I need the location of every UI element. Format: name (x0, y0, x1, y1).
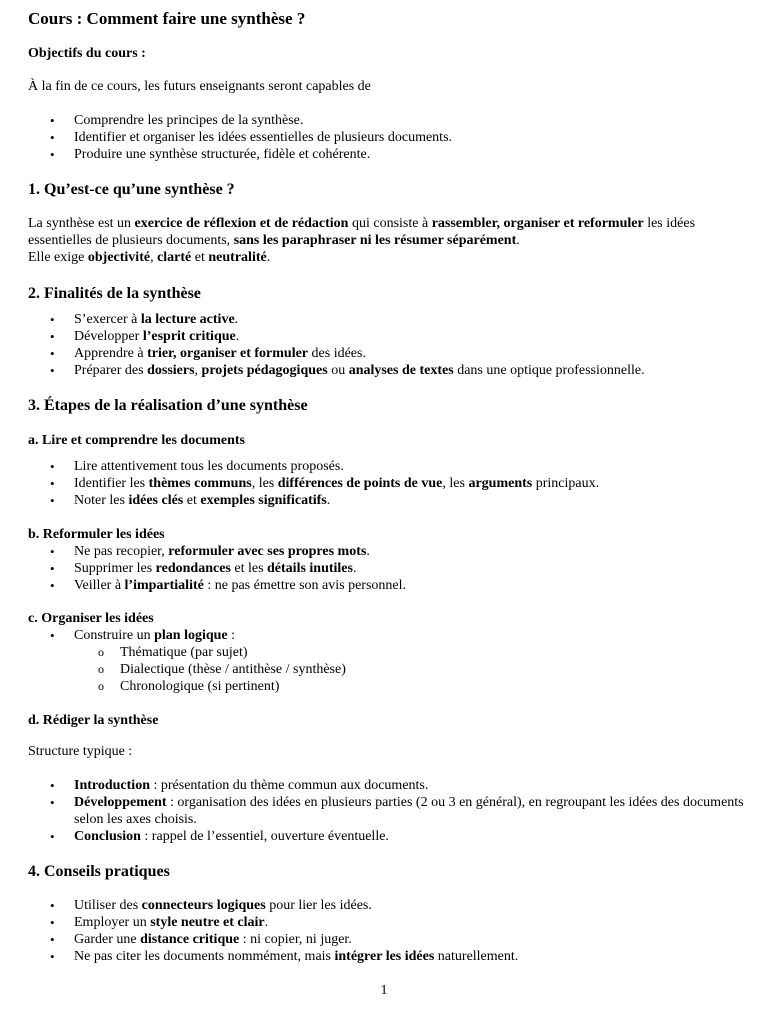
section-1-heading: 1. Qu’est-ce qu’une synthèse ? (28, 181, 235, 198)
sublist-item: o Thématique (par sujet) (28, 644, 746, 661)
bold-term: connecteurs logiques (141, 898, 266, 913)
subsection-d-list-wrap (28, 777, 746, 845)
list-item: • Garder une distance critique : ni copier, ni juger. (28, 931, 746, 948)
section-1 (28, 180, 746, 199)
bold-term: thèmes communs (148, 476, 252, 491)
objectives-intro: À la fin de ce cours, les futurs enseignants seront capables de (28, 79, 371, 94)
sublist-item: o Dialectique (thèse / antithèse / synthèse) (28, 661, 746, 678)
bold-term: plan logique (154, 628, 228, 643)
subsection-b (28, 526, 746, 594)
list-item: • Identifier les thèmes communs, les différences de points de vue, les arguments principaux. (28, 475, 746, 492)
bold-term: arguments (468, 476, 533, 491)
list-item: • Veiller à l’impartialité : ne pas émettre son avis personnel. (28, 577, 746, 594)
list-item: • Identifier et organiser les idées essentielles de plusieurs documents. (28, 129, 746, 146)
bold-term: redondances (155, 561, 231, 576)
list-item: • Apprendre à trier, organiser et formuler des idées. (28, 345, 746, 362)
list-item: • Employer un style neutre et clair. (28, 914, 746, 931)
subsection-a-list (28, 458, 746, 509)
subsection-b-list (28, 543, 746, 594)
bold-term: différences de points de vue (277, 476, 443, 491)
list-item: • S’exercer à la lecture active. (28, 311, 746, 328)
bold-term: Développement (74, 795, 167, 810)
subsection-c-heading: c. Organiser les idées (28, 611, 154, 626)
bold-term: neutralité (208, 250, 267, 265)
bold-term: détails inutiles (267, 561, 353, 576)
bold-term: Conclusion (74, 829, 141, 844)
bold-term: clarté (157, 250, 192, 265)
list-item: • Noter les idées clés et exemples significatifs. (28, 492, 746, 509)
subsection-c (28, 610, 746, 695)
list-item: • Ne pas citer les documents nommément, mais intégrer les idées naturellement. (28, 948, 746, 965)
bold-term: projets pédagogiques (201, 363, 328, 378)
list-item: • Développement : organisation des idées en plusieurs parties (2 ou 3 en général), en regroupant les idées des documents selon les axes choisis. (28, 794, 746, 828)
section-2-list-wrap (28, 311, 746, 379)
section-2 (28, 284, 746, 303)
subsection-d-list (28, 777, 746, 845)
subsection-d (28, 712, 746, 729)
bold-term: exercice de réflexion et de rédaction (134, 216, 349, 231)
subsection-a-list-wrap (28, 458, 746, 509)
bold-term: rassembler, organiser et reformuler (431, 216, 644, 231)
objectives-heading: Objectifs du cours : (28, 46, 146, 61)
list-item: • Ne pas recopier, reformuler avec ses propres mots. (28, 543, 746, 560)
objectives-intro-wrap (28, 78, 746, 95)
plan-sublist (74, 644, 746, 695)
bold-term: dossiers (147, 363, 195, 378)
page-number: 1 (380, 983, 388, 998)
section-4-list-wrap (28, 897, 746, 965)
bold-term: sans les paraphraser ni les résumer séparément (233, 233, 517, 248)
section-4-list (28, 897, 746, 965)
objectives-section (28, 45, 746, 62)
bold-term: la lecture active (140, 312, 235, 327)
bold-term: l’esprit critique (142, 329, 236, 344)
bold-term: trier, organiser et formuler (147, 346, 309, 361)
section-4-heading: 4. Conseils pratiques (28, 863, 170, 880)
bold-term: objectivité (87, 250, 151, 265)
subsection-d-heading: d. Rédiger la synthèse (28, 713, 159, 728)
section-4 (28, 862, 746, 881)
sublist-item: o Chronologique (si pertinent) (28, 678, 746, 695)
bold-term: l’impartialité (124, 578, 204, 593)
section-3 (28, 396, 746, 415)
subsection-a-heading: a. Lire et comprendre les documents (28, 433, 245, 448)
bold-term: analyses de textes (348, 363, 454, 378)
list-item: • Introduction : présentation du thème commun aux documents. (28, 777, 746, 794)
section-2-heading: 2. Finalités de la synthèse (28, 285, 201, 302)
page-title: Cours : Comment faire une synthèse ? (28, 9, 306, 28)
list-item: • Comprendre les principes de la synthèse. (28, 112, 746, 129)
objectives-list-wrap (28, 112, 746, 163)
list-item: • Utiliser des connecteurs logiques pour lier les idées. (28, 897, 746, 914)
list-item: • Développer l’esprit critique. (28, 328, 746, 345)
subsection-b-heading: b. Reformuler les idées (28, 527, 165, 542)
list-item: • Supprimer les redondances et les détails inutiles. (28, 560, 746, 577)
subsection-a (28, 432, 746, 449)
section-1-paragraph: La synthèse est un exercice de réflexion et de rédaction qui consiste à rassembler, organiser et reformuler les idées essentielles de plusieurs documents, sans les paraphraser ni les résumer séparément. (28, 216, 696, 248)
plan-item-text: Construire un plan logique : (74, 628, 236, 643)
bold-term: reformuler avec ses propres mots (168, 544, 367, 559)
bold-term: intégrer les idées (334, 949, 435, 964)
section-1-body (28, 215, 746, 266)
bold-term: style neutre et clair (150, 915, 265, 930)
list-item: • Conclusion : rappel de l’essentiel, ouverture éventuelle. (28, 828, 746, 845)
section-3-heading: 3. Étapes de la réalisation d’une synthèse (28, 397, 308, 414)
section-2-list (28, 311, 746, 379)
bold-term: distance critique (140, 932, 240, 947)
section-1-paragraph-2: Elle exige objectivité, clarté et neutralité. (28, 250, 271, 265)
objectives-list (28, 112, 746, 163)
list-item (28, 627, 746, 695)
bold-term: exemples significatifs (200, 493, 327, 508)
list-item: • Lire attentivement tous les documents proposés. (28, 458, 746, 475)
bold-term: Introduction (74, 778, 150, 793)
list-item: • Produire une synthèse structurée, fidèle et cohérente. (28, 146, 746, 163)
list-item: • Préparer des dossiers, projets pédagogiques ou analyses de textes dans une optique professionnelle. (28, 362, 746, 379)
subsection-d-intro-wrap (28, 743, 746, 760)
bold-term: idées clés (128, 493, 184, 508)
subsection-c-list (28, 627, 746, 695)
subsection-d-intro: Structure typique : (28, 744, 133, 759)
